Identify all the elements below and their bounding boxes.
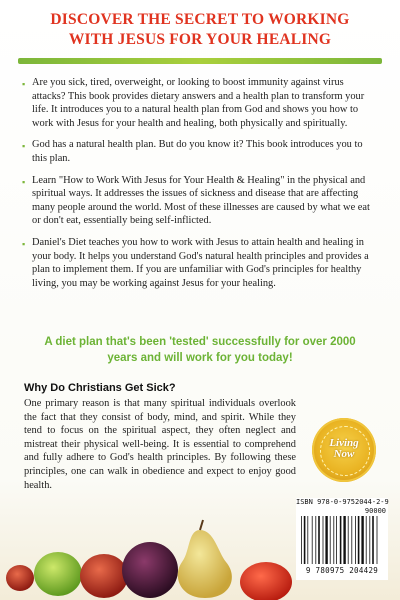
- cover-title-line-2: WITH JESUS FOR YOUR HEALING: [68, 31, 332, 48]
- bullet-marker-icon: ▪: [22, 141, 26, 152]
- bullet-item: [22, 76, 378, 130]
- apple-icon: [80, 554, 128, 598]
- barcode-panel: [296, 498, 388, 580]
- cover-title-line-1: DISCOVER THE SECRET TO WORKING: [50, 11, 350, 28]
- price-code: 90000: [364, 507, 386, 515]
- cherry-icon: [6, 565, 34, 591]
- barcode-icon: [300, 516, 384, 564]
- bullet-item: [22, 236, 378, 290]
- award-seal-icon: [312, 418, 376, 482]
- slogan: [30, 334, 370, 366]
- pear-icon: [178, 530, 232, 598]
- bullet-item: [22, 174, 378, 228]
- bullet-marker-icon: ▪: [22, 238, 26, 249]
- slogan-line-1: A diet plan that's been 'tested' successfully for over 2000: [44, 336, 356, 348]
- bullet-text: God has a natural health plan. But do you know it? This book introduces you to this plan.: [32, 139, 363, 164]
- bullet-text: Learn "How to Work With Jesus for Your Health & Healing" in the physical and spiritual ways. It addresses the issues of sickness and disease that are affecting many people around the world. Most of these illnesses are caused by what we eat or don't eat, essentially being self-inflicted.: [32, 174, 370, 227]
- seal-line-1: Living: [329, 437, 359, 449]
- cover-title: [20, 10, 380, 50]
- section-body: One primary reason is that many spiritual individuals overlook the fact that they consist of body, mind, and spirit. While they tend to focus on the spiritual aspect, they often neglect and mistreat their physical well-being. It is essential to comprehend and fully adhere to God's health principles. By following these principles, one can walk in obedience and expect to enjoy good health.: [24, 398, 296, 491]
- section-heading: Why Do Christians Get Sick?: [24, 382, 176, 394]
- bullet-list: [22, 76, 378, 298]
- fruit-illustration: [0, 500, 300, 600]
- isbn-text: ISBN 978-0-9752044-2-9: [296, 498, 389, 506]
- lime-icon: [34, 552, 82, 596]
- bullet-marker-icon: ▪: [22, 79, 26, 89]
- plum-icon: [122, 542, 178, 598]
- ean-number: 9 780975 204429: [305, 566, 379, 575]
- seal-line-2: Now: [333, 448, 355, 460]
- bullet-text: Are you sick, tired, overweight, or looking to boost immunity against virus attacks? This book provides dietary answers and a health plan to transform your life. It introduces you to a natural health plan from God and shows you how to work with Jesus for your health and healing, both physically and spiritually.: [32, 77, 365, 129]
- seal-text: [312, 438, 376, 460]
- bullet-marker-icon: ▪: [22, 176, 26, 187]
- bullet-text: Daniel's Diet teaches you how to work with Jesus to attain health and healing in your body. It helps you understand God's natural health principles and provides a plan to implement them. If you are unfamiliar with God's principles for healthy living, you may be working against Jesus for your healing.: [32, 236, 369, 289]
- bullet-item: [22, 138, 378, 165]
- tomato-icon: [240, 562, 292, 600]
- slogan-line-2: years and will work for you today!: [107, 352, 293, 364]
- green-divider-band: [18, 58, 382, 64]
